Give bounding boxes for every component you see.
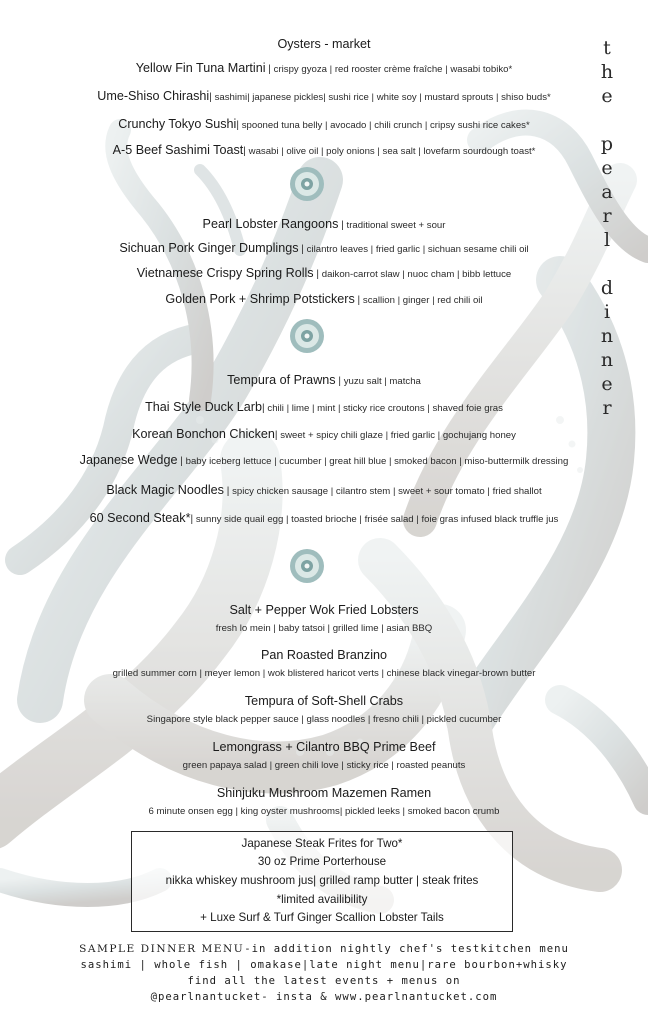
dish-description: yuzu salt | matcha xyxy=(343,376,421,387)
menu-title-letter: e xyxy=(601,85,613,107)
dish-name: Vietnamese Crispy Spring Rolls xyxy=(136,266,314,280)
dish-description: chili | lime | mint | sticky rice croutons | shaved foie gras xyxy=(267,403,503,414)
footer-text: -in addition nightly chef's testkitchen menu xyxy=(244,943,569,955)
menu-title-letter: e xyxy=(601,157,613,179)
menu-title-letter: n xyxy=(600,325,614,347)
dish-description: grilled summer corn | meyer lemon | wok blistered haricot verts | chinese black vinegar-brown butter xyxy=(112,668,536,679)
menu-item: Korean Bonchon Chicken| sweet + spicy chili glaze | fried garlic | gochujang honey xyxy=(132,427,516,441)
menu-item: Tempura of Prawns | yuzu salt | matcha xyxy=(227,373,421,387)
dish-name: Tempura of Soft-Shell Crabs xyxy=(244,694,404,708)
dish-name: Salt + Pepper Wok Fried Lobsters xyxy=(229,603,419,617)
dish-name: A-5 Beef Sashimi Toast xyxy=(112,143,244,157)
dish-description: wasabi | olive oil | poly onions | sea salt | lovefarm sourdough toast* xyxy=(248,146,536,157)
dish-name: Thai Style Duck Larb xyxy=(145,400,262,414)
menu-title-letter: l xyxy=(603,229,611,251)
dish-name: Pearl Lobster Rangoons xyxy=(202,217,339,231)
menu-title-letter: n xyxy=(600,349,614,371)
feature-line: *limited availibility xyxy=(276,893,368,906)
dish-description: spooned tuna belly | avocado | chili crunch | cripsy sushi rice cakes* xyxy=(241,120,530,131)
dish-name: Korean Bonchon Chicken xyxy=(132,427,275,441)
pearl-medallion-icon xyxy=(289,166,325,202)
menu-item: Sichuan Pork Ginger Dumplings | cilantro leaves | fried garlic | sichuan sesame chili oil xyxy=(119,241,529,255)
menu-title-letter: t xyxy=(603,37,611,59)
dish-description: baby iceberg lettuce | cucumber | great hill blue | smoked bacon | miso-buttermilk dressing xyxy=(185,456,569,467)
dish-name: Golden Pork + Shrimp Potstickers xyxy=(165,292,355,306)
menu-item: Yellow Fin Tuna Martini | crispy gyoza | red rooster crème fraîche | wasabi tobiko* xyxy=(135,61,513,75)
menu-item: 60 Second Steak*| sunny side quail egg | toasted brioche | frisée salad | foie gras infused black truffle jus xyxy=(89,511,559,525)
dish-description: spicy chicken sausage | cilantro stem | sweet + sour tomato | fried shallot xyxy=(232,486,542,497)
menu-item: Golden Pork + Shrimp Potstickers | scallion | ginger | red chili oil xyxy=(165,292,483,306)
dish-name: Sichuan Pork Ginger Dumplings xyxy=(119,241,299,255)
menu-title-letter: r xyxy=(602,205,612,227)
dish-name: Pan Roasted Branzino xyxy=(260,648,388,662)
dish-description: traditional sweet + sour xyxy=(346,220,446,231)
menu-item: Pearl Lobster Rangoons | traditional sweet + sour xyxy=(202,217,446,231)
dish-description: sashimi| japanese pickles| sushi rice | white soy | mustard sprouts | shiso buds* xyxy=(214,92,551,103)
pearl-medallion-icon xyxy=(289,548,325,584)
dish-description: fresh lo mein | baby tatsoi | grilled lime | asian BBQ xyxy=(215,623,433,634)
menu-item: Vietnamese Crispy Spring Rolls | daikon-carrot slaw | nuoc cham | bibb lettuce xyxy=(136,266,512,280)
dish-name: Shinjuku Mushroom Mazemen Ramen xyxy=(216,786,432,800)
dish-name: Ume-Shiso Chirashi xyxy=(97,89,210,103)
menu-item: Crunchy Tokyo Sushi| spooned tuna belly | avocado | chili crunch | cripsy sushi rice cakes* xyxy=(118,117,530,131)
dish-name: Yellow Fin Tuna Martini xyxy=(135,61,266,75)
dish-name: Oysters - market xyxy=(277,37,371,51)
menu-title-letter: a xyxy=(601,181,613,203)
dish-name: Black Magic Noodles xyxy=(106,483,224,497)
menu-item: Thai Style Duck Larb| chili | lime | mint | sticky rice croutons | shaved foie gras xyxy=(145,400,503,414)
dish-name: Japanese Wedge xyxy=(79,453,178,467)
footer-social-links: @pearlnantucket- insta & www.pearlnantucket.com xyxy=(150,991,498,1003)
menu-item xyxy=(0,36,648,52)
menu-title-letter: d xyxy=(600,277,614,299)
dish-name: Lemongrass + Cilantro BBQ Prime Beef xyxy=(212,740,436,754)
footer-line: find all the latest events + menus on xyxy=(187,975,461,987)
dish-description: sweet + spicy chili glaze | fried garlic | gochujang honey xyxy=(280,430,516,441)
menu-title-letter: h xyxy=(600,61,614,83)
menu-title-letter: p xyxy=(600,133,614,155)
dish-description: sunny side quail egg | toasted brioche | frisée salad | foie gras infused black truffle jus xyxy=(195,514,559,525)
feature-line: Japanese Steak Frites for Two* xyxy=(241,837,403,850)
menu-title-letter: i xyxy=(603,301,611,323)
feature-line: + Luxe Surf & Turf Ginger Scallion Lobster Tails xyxy=(200,911,444,924)
menu-item: Ume-Shiso Chirashi| sashimi| japanese pickles| sushi rice | white soy | mustard sprouts | shiso buds* xyxy=(97,89,551,103)
dish-description: cilantro leaves | fried garlic | sichuan sesame chili oil xyxy=(306,244,529,255)
dish-description: 6 minute onsen egg | king oyster mushrooms| pickled leeks | smoked bacon crumb xyxy=(148,806,500,817)
footer-line xyxy=(0,941,648,957)
feature-line: nikka whiskey mushroom jus| grilled ramp butter | steak frites xyxy=(165,874,479,887)
dish-name: Crunchy Tokyo Sushi xyxy=(118,117,237,131)
feature-box xyxy=(131,831,513,932)
menu-title-letter: r xyxy=(602,397,612,419)
menu-item: A-5 Beef Sashimi Toast| wasabi | olive oil | poly onions | sea salt | lovefarm sourdough toast* xyxy=(112,143,536,157)
dish-name: Tempura of Prawns xyxy=(227,373,336,387)
dish-description: daikon-carrot slaw | nuoc cham | bibb lettuce xyxy=(321,269,512,280)
menu-title-letter: e xyxy=(601,373,613,395)
dish-description: Singapore style black pepper sauce | glass noodles | fresno chili | pickled cucumber xyxy=(146,714,502,725)
feature-line: 30 oz Prime Porterhouse xyxy=(257,855,387,868)
footer-heading: SAMPLE DINNER MENU xyxy=(79,943,245,955)
pearl-medallion-icon xyxy=(289,318,325,354)
dish-name: 60 Second Steak* xyxy=(89,511,191,525)
menu-item: Japanese Wedge | baby iceberg lettuce | cucumber | great hill blue | smoked bacon | miso-buttermilk dressing xyxy=(79,453,569,467)
dish-description: scallion | ginger | red chili oil xyxy=(362,295,483,306)
dish-description: crispy gyoza | red rooster crème fraîche | wasabi tobiko* xyxy=(273,64,513,75)
footer-line: sashimi | whole fish | omakase|late night menu|rare bourbon+whisky xyxy=(80,959,568,971)
dish-description: green papaya salad | green chili love | sticky rice | roasted peanuts xyxy=(182,760,466,771)
menu-item: Black Magic Noodles | spicy chicken sausage | cilantro stem | sweet + sour tomato | fried shallot xyxy=(106,483,542,497)
